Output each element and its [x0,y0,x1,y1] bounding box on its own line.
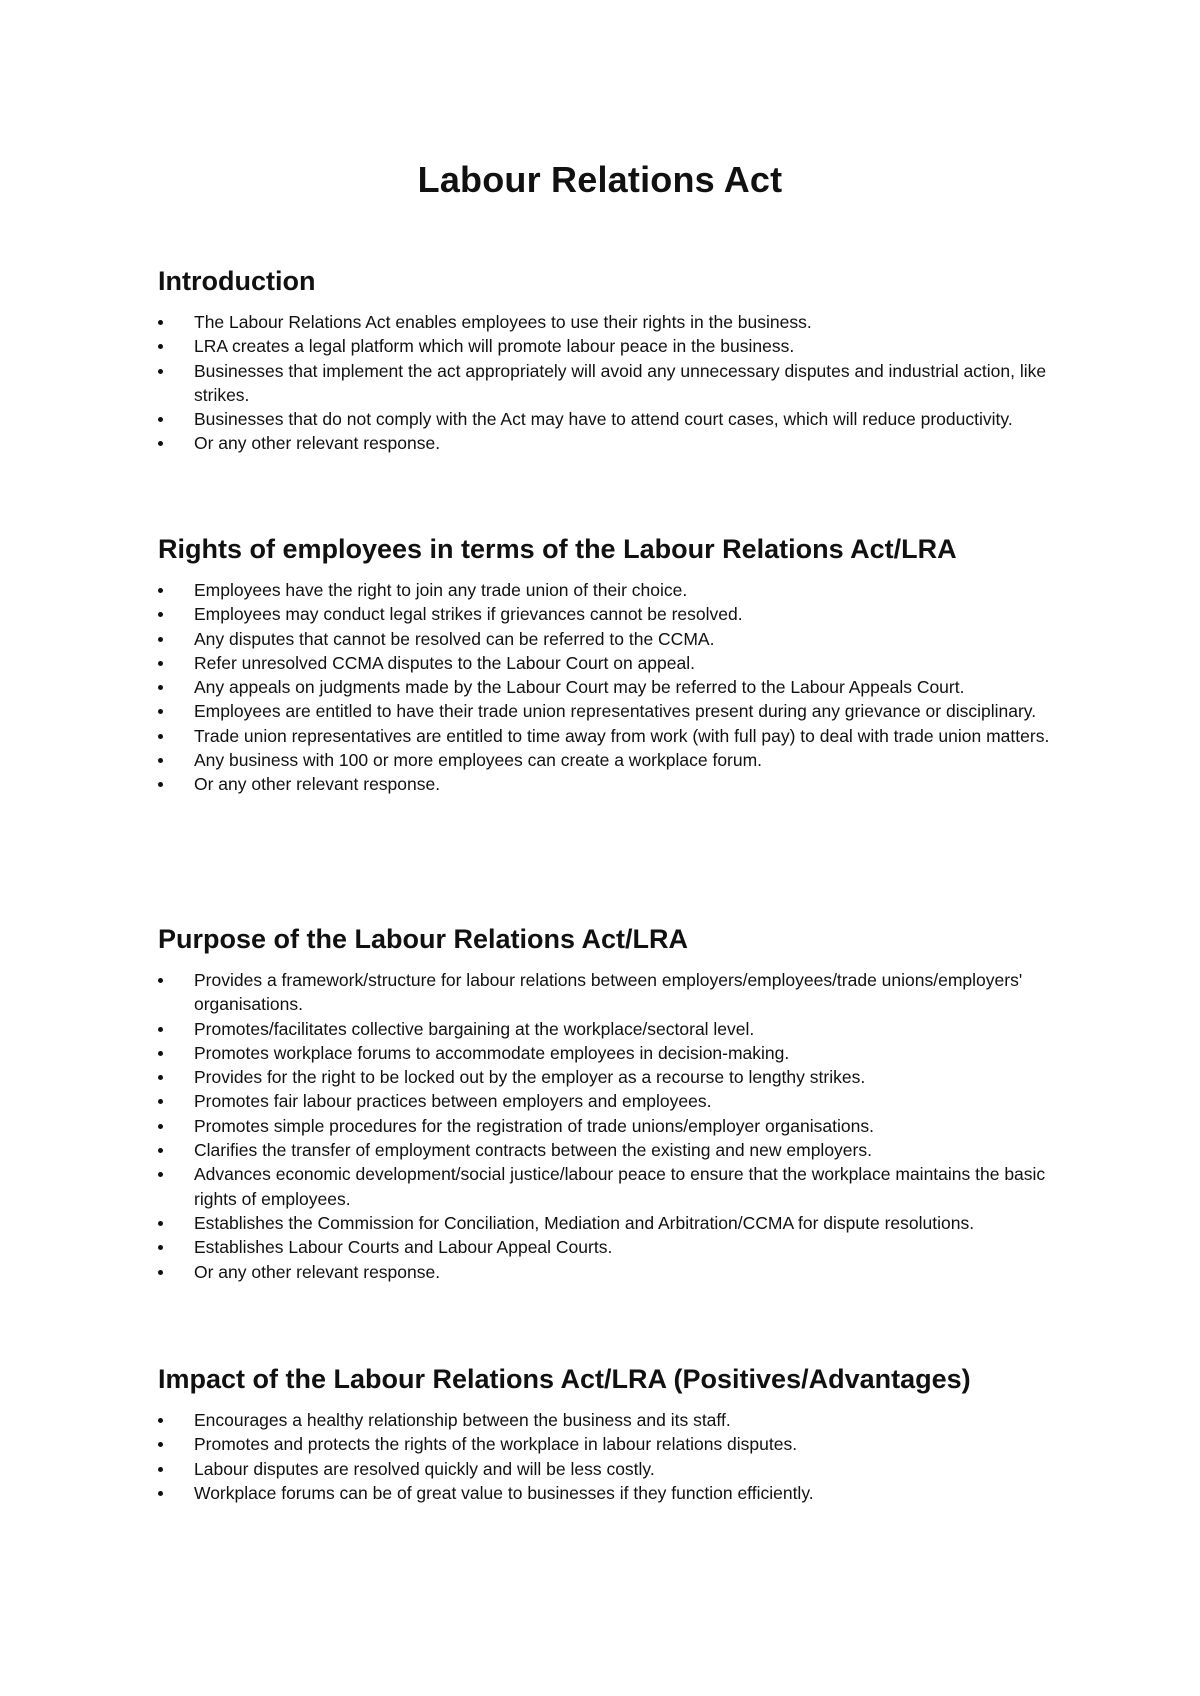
bullet-icon [158,1245,163,1250]
list-item [158,1065,1058,1089]
list-item-text: Promotes/facilitates collective bargaining at the workplace/sectoral level. [194,1018,755,1039]
list-item [158,1162,1058,1211]
list-item [158,578,1058,602]
bullet-icon [158,758,163,763]
list-item-text: Refer unresolved CCMA disputes to the Labour Court on appeal. [194,652,695,673]
list-item-text: Labour disputes are resolved quickly and will be less costly. [194,1458,655,1479]
section-heading: Purpose of the Labour Relations Act/LRA [158,924,689,954]
list-item [158,1260,1058,1284]
section-purpose [158,922,1058,1284]
list-item-text: Encourages a healthy relationship between the business and its staff. [194,1410,731,1430]
bullet-icon [158,1148,163,1153]
list-item [158,1481,1058,1505]
bullet-icon [158,661,163,666]
list-item-text: The Labour Relations Act enables employees to use their rights in the business. [194,312,812,332]
list-item [158,1211,1058,1235]
bullet-icon [158,1099,163,1104]
list-item [158,772,1058,796]
section-heading: Impact of the Labour Relations Act/LRA (Positives/Advantages) [158,1364,971,1394]
list-item-text: Workplace forums can be of great value to businesses if they function efficiently. [194,1482,814,1503]
list-item-text: Advances economic development/social justice/labour peace to ensure that the workplace maintains the basic rights of employees. [194,1164,1046,1209]
list-item [158,407,1058,431]
list-item-text: Any business with 100 or more employees can create a workplace forum. [194,750,763,771]
list-item-text: Clarifies the transfer of employment contracts between the existing and new employers. [194,1140,872,1161]
bullet-list [158,968,1058,1284]
list-item [158,627,1058,651]
list-item-text: Trade union representatives are entitled to time away from work (with full pay) to deal with trade union matters. [194,725,1050,746]
bullet-icon [158,320,163,325]
list-item-text: Or any other relevant response. [194,433,441,454]
list-item [158,1408,1058,1432]
list-item-text: Or any other relevant response. [194,1261,441,1282]
list-item-text: Businesses that implement the act appropriately will avoid any unnecessary disputes and industrial action, like strikes. [194,360,1047,405]
bullet-icon [158,612,163,617]
list-item [158,968,1058,1017]
bullet-icon [158,369,163,374]
section-introduction [158,264,1058,456]
bullet-icon [158,1027,163,1032]
bullet-icon [158,1270,163,1275]
list-item [158,1432,1058,1456]
list-item [158,724,1058,748]
bullet-icon [158,709,163,714]
list-item [158,1457,1058,1481]
bullet-icon [158,1491,163,1496]
list-item-text: Or any other relevant response. [194,774,441,795]
bullet-icon [158,1124,163,1129]
bullet-list [158,578,1058,797]
bullet-list [158,1408,1058,1505]
list-item [158,1089,1058,1113]
document-title: Labour Relations Act [417,159,783,200]
list-item [158,748,1058,772]
bullet-icon [158,1075,163,1080]
list-item [158,602,1058,626]
list-item-text: Establishes Labour Courts and Labour Appeal Courts. [194,1237,613,1258]
section-heading: Introduction [158,266,316,296]
section-impact [158,1362,1058,1505]
section-rights-of-employees [158,532,1058,797]
list-item-text: Provides for the right to be locked out by the employer as a recourse to lengthy strikes. [194,1067,866,1088]
list-item-text: Promotes simple procedures for the registration of trade unions/employer organisations. [194,1115,874,1136]
list-item-text: Any disputes that cannot be resolved can be referred to the CCMA. [194,628,715,649]
bullet-icon [158,417,163,422]
bullet-icon [158,1442,163,1447]
list-item [158,431,1058,455]
list-item-text: Any appeals on judgments made by the Labour Court may be referred to the Labour Appeals Court. [194,677,965,698]
bullet-icon [158,441,163,446]
bullet-icon [158,978,163,983]
list-item-text: Employees may conduct legal strikes if grievances cannot be resolved. [194,604,743,625]
list-item [158,1041,1058,1065]
bullet-icon [158,1221,163,1226]
list-item-text: Provides a framework/structure for labour relations between employers/employees/trade unions/employers' organisations. [194,970,1023,1015]
list-item-text: Promotes fair labour practices between employers and employees. [194,1091,712,1112]
bullet-icon [158,782,163,787]
bullet-icon [158,588,163,593]
list-item-text: Establishes the Commission for Conciliation, Mediation and Arbitration/CCMA for dispute resolutions. [194,1212,975,1233]
list-item-text: Promotes and protects the rights of the workplace in labour relations disputes. [194,1434,798,1455]
bullet-icon [158,1172,163,1177]
list-item-text: Employees have the right to join any trade union of their choice. [194,580,688,600]
list-item [158,699,1058,723]
bullet-icon [158,637,163,642]
bullet-list [158,310,1058,456]
list-item [158,1017,1058,1041]
list-item-text: Employees are entitled to have their trade union representatives present during any grievance or disciplinary. [194,701,1037,722]
list-item [158,1114,1058,1138]
list-item-text: Businesses that do not comply with the Act may have to attend court cases, which will reduce productivity. [194,409,1013,430]
bullet-icon [158,344,163,349]
list-item-text: LRA creates a legal platform which will promote labour peace in the business. [194,336,795,357]
list-item [158,334,1058,358]
bullet-icon [158,685,163,690]
list-item [158,310,1058,334]
list-item [158,1138,1058,1162]
list-item [158,359,1058,408]
bullet-icon [158,1418,163,1423]
list-item-text: Promotes workplace forums to accommodate employees in decision-making. [194,1042,790,1063]
section-heading: Rights of employees in terms of the Labour Relations Act/LRA [158,534,957,564]
bullet-icon [158,734,163,739]
list-item [158,675,1058,699]
bullet-icon [158,1467,163,1472]
list-item [158,1235,1058,1259]
bullet-icon [158,1051,163,1056]
list-item [158,651,1058,675]
